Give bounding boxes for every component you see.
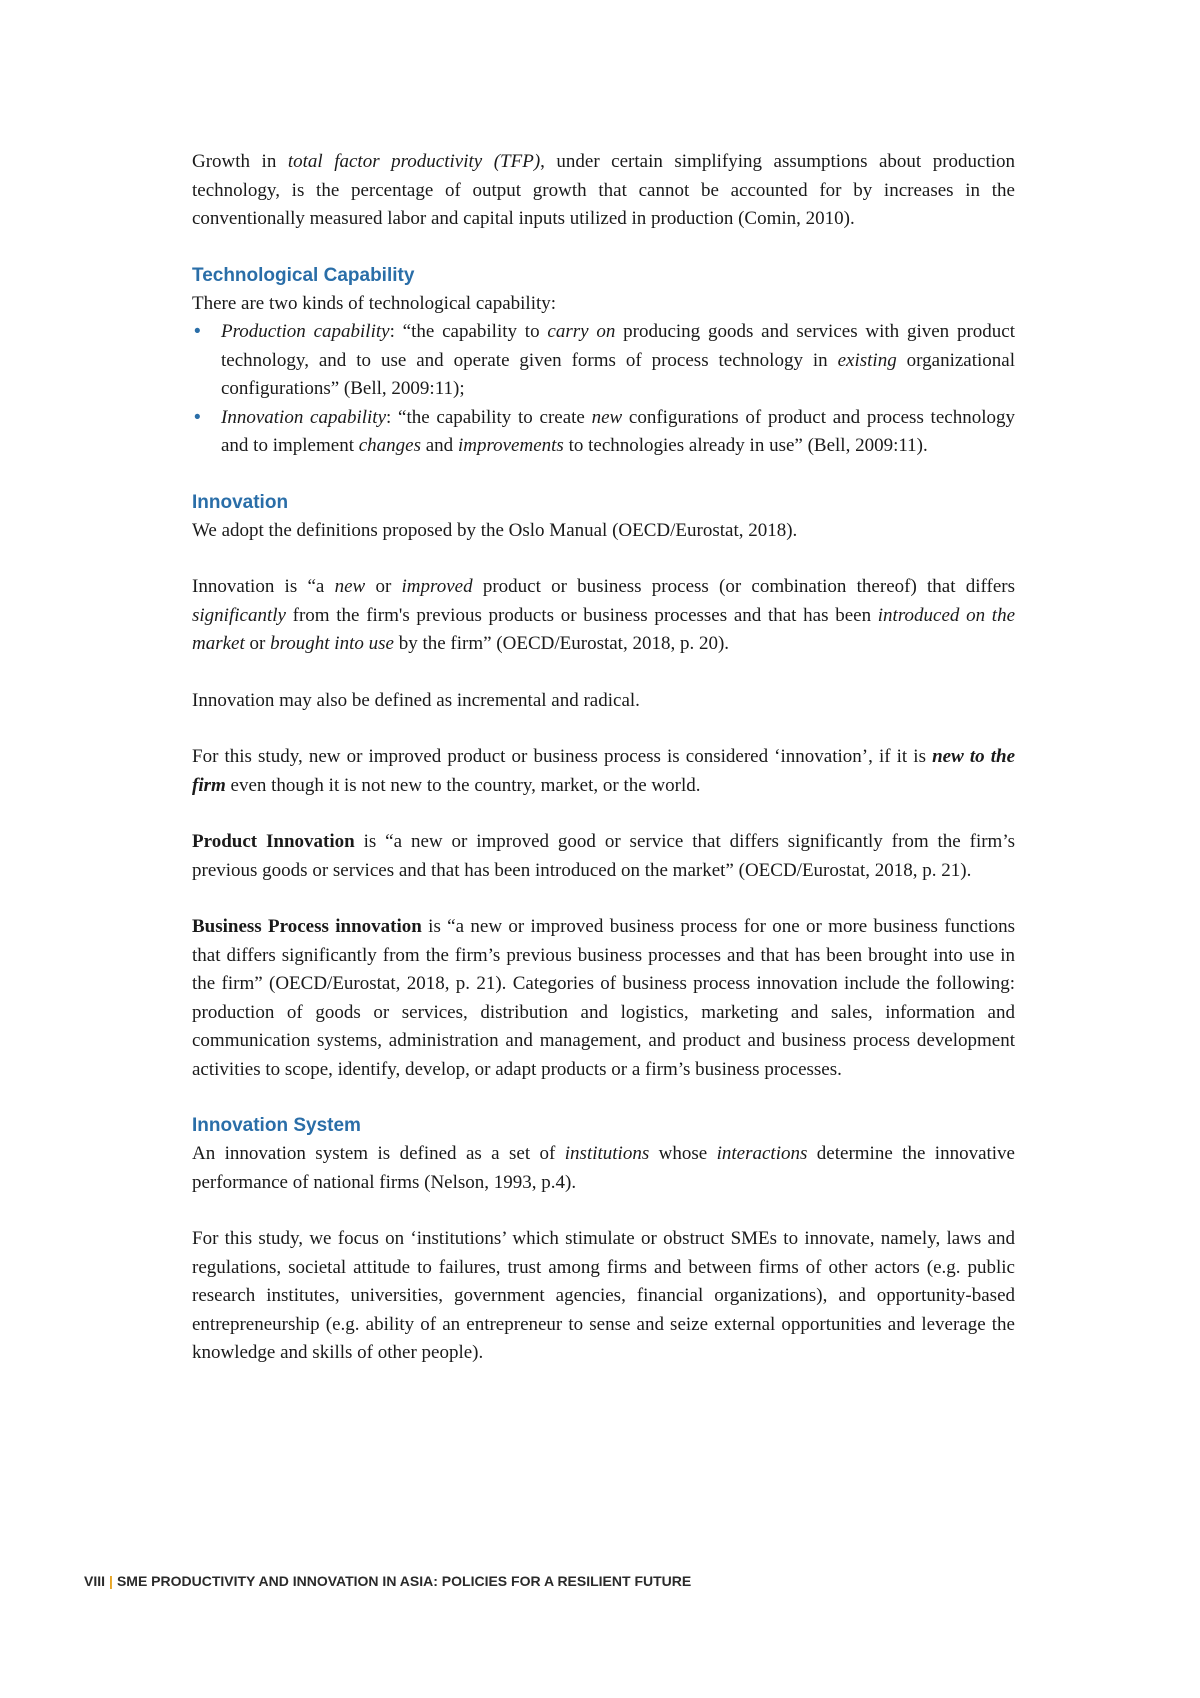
tc-intro: There are two kinds of technological capability: xyxy=(192,292,557,314)
page-number: VIII xyxy=(84,1573,106,1589)
business-process-paragraph: Business Process innovation is “a new or improved business process for one or more business functions that differs significantly from the firm’s previous business processes and that has been brought into use in the firm” (OECD/Eurostat, 2018, p. 21). Categories of business process innovation include the following: production of goods or services, distribution and logistics, marketing and sales, information and communication systems, administration and management, and product and business process development activities to scope, identify, develop, or adapt products or a firm’s business processes. xyxy=(192,916,1016,1080)
capability-list xyxy=(192,318,1015,461)
institutions-paragraph: For this study, we focus on ‘institutions’ which stimulate or obstruct SMEs to innovate, namely, laws and regulations, societal attitude to failures, trust among firms and between firms of other actors (e.g. public research institutes, universities, government agencies, financial organizations), and opportunity-based entrepreneurship (e.g. ability of an entrepreneur to sense and seize external opportunities and leverage the knowledge and skills of other people). xyxy=(192,1228,1015,1363)
list-item: • Innovation capability: “the capability to create new configurations of product and process technology and to implement changes and improvements to technologies already in use” (Bell, 2009:11). xyxy=(192,404,1015,461)
product-innovation-paragraph: Product Innovation is “a new or improved good or service that differs significantly from the firm’s previous goods or services and that has been introduced on the market” (OECD/Eurostat, 2018, p. 21). xyxy=(192,831,1015,881)
list-item: • Production capability: “the capability to carry on producing goods and services with given product technology, and to use and operate given forms of process technology in existing organizational configurations” (Bell, 2009:11); xyxy=(192,318,1015,404)
running-title: SME PRODUCTIVITY AND INNOVATION IN ASIA: POLICIES FOR A RESILIENT FUTURE xyxy=(116,1573,692,1589)
new-to-firm-paragraph: For this study, new or improved product or business process is considered ‘innovation’, if it is new to the firm even though it is not new to the country, market, or the world. xyxy=(192,746,1015,796)
heading-innovation: Innovation xyxy=(192,491,289,513)
innovation-definition: Innovation is “a new or improved product or business process (or combination thereof) that differs significantly from the firm's previous products or business processes and that has been introduced on the market or brought into use by the firm” (OECD/Eurostat, 2018, p. 20). xyxy=(192,576,1015,654)
page-body xyxy=(192,148,1015,1368)
oslo-paragraph: We adopt the definitions proposed by the Oslo Manual (OECD/Eurostat, 2018). xyxy=(192,519,798,541)
heading-innovation-system: Innovation System xyxy=(192,1115,361,1136)
page-footer xyxy=(84,1573,691,1589)
bullet-icon: • xyxy=(194,406,201,428)
footer-separator: | xyxy=(109,1573,113,1589)
heading-technological-capability: Technological Capability xyxy=(192,264,415,286)
bullet-icon: • xyxy=(194,321,201,342)
incremental-radical: Innovation may also be defined as incremental and radical. xyxy=(192,689,640,711)
tfp-paragraph: Growth in total factor productivity (TFP), under certain simplifying assumptions about production technology, is the percentage of output growth that cannot be accounted for by increases in the conventionally measured labor and capital inputs utilized in production (Comin, 2010). xyxy=(192,151,1016,229)
innovation-system-definition: An innovation system is defined as a set of institutions whose interactions determine the innovative performance of national firms (Nelson, 1993, p.4). xyxy=(192,1143,1015,1193)
